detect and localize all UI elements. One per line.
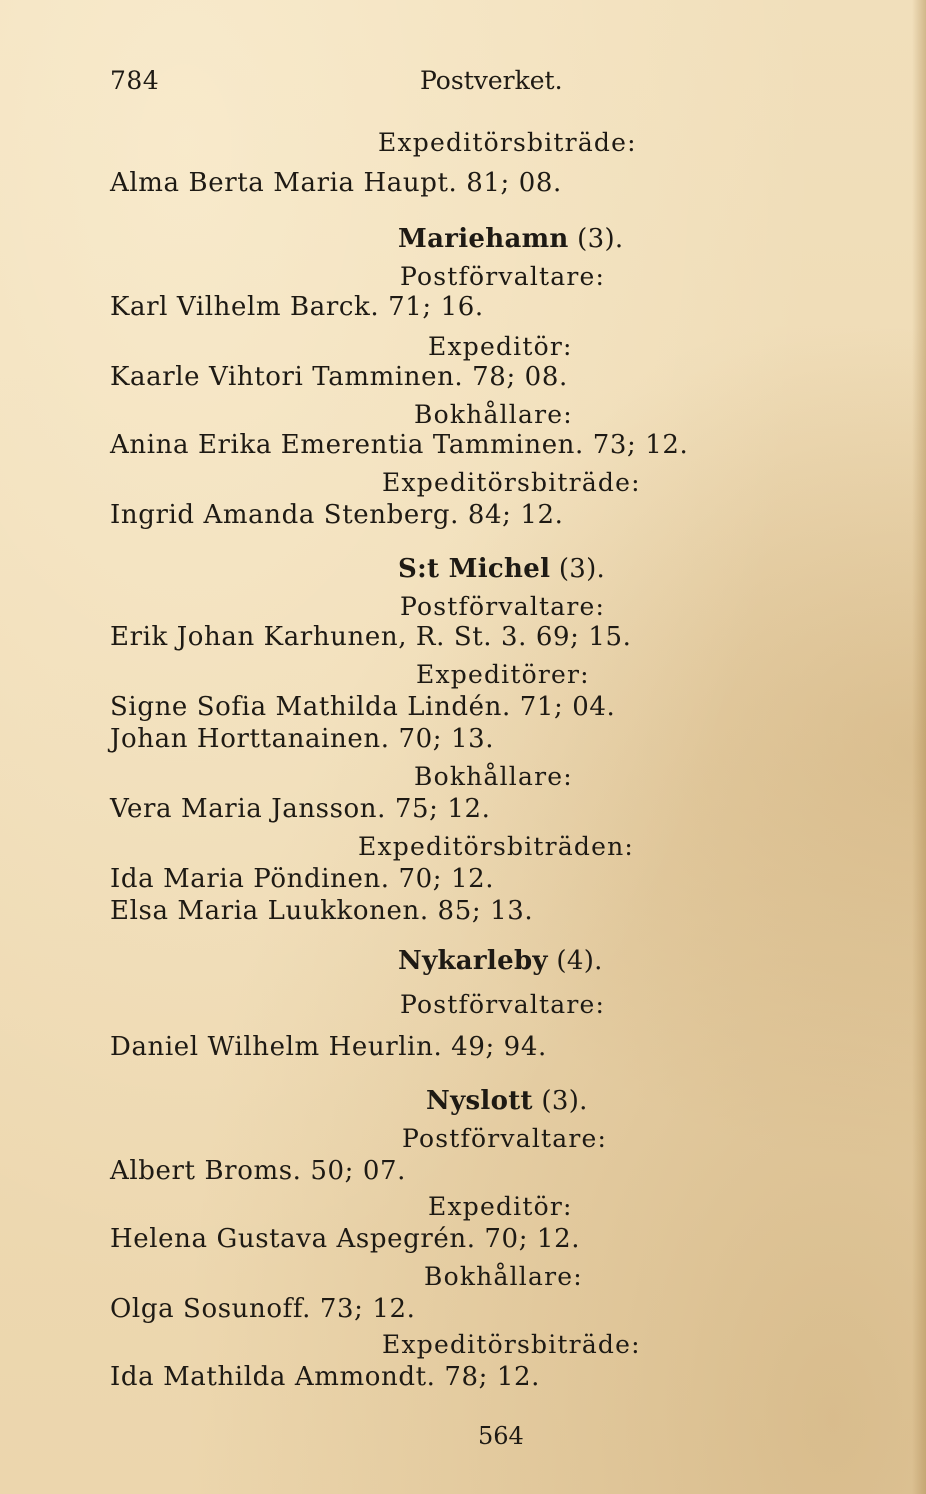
role-heading: Bokhållare: <box>414 762 573 791</box>
person-entry: Daniel Wilhelm Heurlin. 49; 94. <box>110 1032 547 1062</box>
person-entry: Albert Broms. 50; 07. <box>110 1156 407 1186</box>
person-entry: Elsa Maria Luukkonen. 85; 13. <box>110 896 534 926</box>
place-name: S:t Michel <box>398 554 551 584</box>
place-name: Nyslott <box>426 1086 533 1116</box>
person-entry: Alma Berta Maria Haupt. 81; 08. <box>110 168 562 198</box>
role-heading: Expeditör: <box>428 1192 573 1221</box>
place-count: (4). <box>547 946 603 976</box>
place-heading <box>426 1086 588 1116</box>
role-heading: Expeditörsbiträden: <box>358 832 635 861</box>
person-entry: Ida Maria Pöndinen. 70; 12. <box>110 864 495 894</box>
person-entry: Ida Mathilda Ammondt. 78; 12. <box>110 1362 540 1392</box>
role-heading: Expeditörsbiträde: <box>382 468 641 497</box>
person-entry: Johan Horttanainen. 70; 13. <box>110 724 495 754</box>
place-heading <box>398 554 605 584</box>
role-heading: Expeditörsbiträde: <box>382 1330 641 1359</box>
place-name: Nykarleby <box>398 946 548 976</box>
page-number: 784 <box>110 66 160 95</box>
person-entry: Ingrid Amanda Stenberg. 84; 12. <box>110 500 564 530</box>
person-entry: Karl Vilhelm Barck. 71; 16. <box>110 292 484 322</box>
role-heading: Bokhållare: <box>424 1262 583 1291</box>
person-entry: Erik Johan Karhunen, R. St. 3. 69; 15. <box>110 622 632 652</box>
role-heading: Expeditörsbiträde: <box>378 128 637 157</box>
place-count: (3). <box>568 224 624 254</box>
person-entry: Kaarle Vihtori Tamminen. 78; 08. <box>110 362 568 392</box>
person-entry: Vera Maria Jansson. 75; 12. <box>110 794 491 824</box>
signature-mark: 564 <box>478 1422 524 1450</box>
place-heading <box>398 946 603 976</box>
person-entry: Olga Sosunoff. 73; 12. <box>110 1294 416 1324</box>
person-entry: Anina Erika Emerentia Tamminen. 73; 12. <box>110 430 689 460</box>
page-edge-shadow <box>912 0 926 1494</box>
place-name: Mariehamn <box>398 224 569 254</box>
place-heading <box>398 224 623 254</box>
person-entry: Signe Sofia Mathilda Lindén. 71; 04. <box>110 692 616 722</box>
running-title: Postverket. <box>420 66 563 95</box>
role-heading: Postförvaltare: <box>402 1124 608 1153</box>
place-count: (3). <box>532 1086 588 1116</box>
role-heading: Expeditör: <box>428 332 573 361</box>
role-heading: Expeditörer: <box>416 660 590 689</box>
role-heading: Postförvaltare: <box>400 262 606 291</box>
role-heading: Postförvaltare: <box>400 592 606 621</box>
place-count: (3). <box>550 554 606 584</box>
role-heading: Bokhållare: <box>414 400 573 429</box>
role-heading: Postförvaltare: <box>400 990 606 1019</box>
person-entry: Helena Gustava Aspegrén. 70; 12. <box>110 1224 581 1254</box>
